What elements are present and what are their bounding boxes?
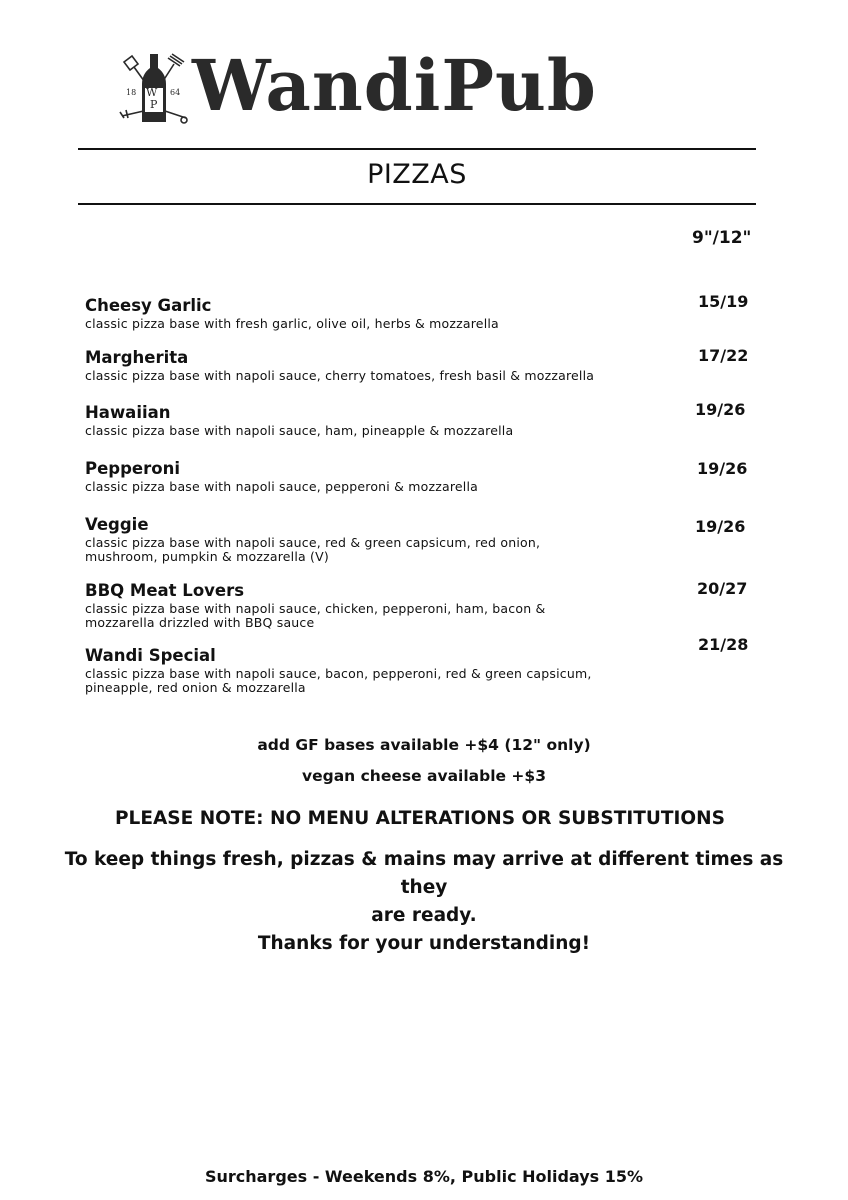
item-price: 19/26 xyxy=(695,517,746,536)
item-name: Wandi Special xyxy=(85,646,216,665)
item-description: classic pizza base with napoli sauce, ham, pineapple & mozzarella xyxy=(85,423,514,438)
pub-logo xyxy=(118,44,678,132)
no-alterations-notice: PLEASE NOTE: NO MENU ALTERATIONS OR SUBSTITUTIONS xyxy=(115,808,725,829)
menu-item-wandi-special xyxy=(85,645,685,695)
emblem-year-right: 64 xyxy=(170,88,181,97)
title-rule-bottom xyxy=(78,203,756,205)
menu-item-margherita xyxy=(85,347,685,383)
item-price: 19/26 xyxy=(695,400,746,419)
item-price: 17/22 xyxy=(698,346,749,365)
item-description: classic pizza base with fresh garlic, olive oil, herbs & mozzarella xyxy=(85,316,499,331)
item-name: Veggie xyxy=(85,515,149,534)
item-name: Hawaiian xyxy=(85,403,171,422)
menu-item-hawaiian xyxy=(85,402,685,438)
menu-item-cheesy-garlic xyxy=(85,295,685,331)
item-name: Cheesy Garlic xyxy=(85,296,212,315)
surcharge-note: Surcharges - Weekends 8%, Public Holidays 15% xyxy=(204,1167,644,1186)
item-description: mozzarella drizzled with BBQ sauce xyxy=(85,615,315,630)
item-name: BBQ Meat Lovers xyxy=(85,581,245,600)
title-rule-top xyxy=(78,148,756,150)
item-name: Pepperoni xyxy=(85,459,180,478)
gf-base-note: add GF bases available +$4 (12" only) xyxy=(257,736,591,754)
vegan-cheese-note: vegan cheese available +$3 xyxy=(302,767,546,785)
emblem-letter-w: W xyxy=(146,86,158,99)
item-description: pineapple, red onion & mozzarella xyxy=(85,680,306,695)
emblem-letter-p: P xyxy=(150,98,158,111)
item-price: 20/27 xyxy=(697,579,748,598)
size-column-header: 9"/12" xyxy=(692,228,752,248)
timing-notice-line: To keep things fresh, pizzas & mains may arrive at different times as they xyxy=(64,849,784,898)
brand-wordmark: WandiPub xyxy=(192,44,597,127)
item-description: classic pizza base with napoli sauce, pepperoni & mozzarella xyxy=(85,479,479,494)
menu-item-pepperoni xyxy=(85,458,685,494)
item-description: classic pizza base with napoli sauce, cherry tomatoes, fresh basil & mozzarella xyxy=(85,368,595,383)
menu-item-veggie xyxy=(85,514,685,564)
section-title: PIZZAS xyxy=(367,159,467,190)
item-description: classic pizza base with napoli sauce, bacon, pepperoni, red & green capsicum, xyxy=(85,666,592,681)
item-description: mushroom, pumpkin & mozzarella (V) xyxy=(85,549,329,564)
timing-notice-line: are ready. xyxy=(371,905,477,926)
item-price: 19/26 xyxy=(697,459,748,478)
item-name: Margherita xyxy=(85,348,189,367)
item-price: 15/19 xyxy=(698,292,749,311)
item-price: 21/28 xyxy=(698,635,749,654)
emblem-year-left: 18 xyxy=(126,88,137,97)
item-description: classic pizza base with napoli sauce, red & green capsicum, red onion, xyxy=(85,535,541,550)
thanks-line: Thanks for your understanding! xyxy=(257,933,591,954)
menu-item-bbq-meat-lovers xyxy=(85,580,685,630)
timing-notice xyxy=(60,846,788,958)
item-description: classic pizza base with napoli sauce, chicken, pepperoni, ham, bacon & xyxy=(85,601,546,616)
